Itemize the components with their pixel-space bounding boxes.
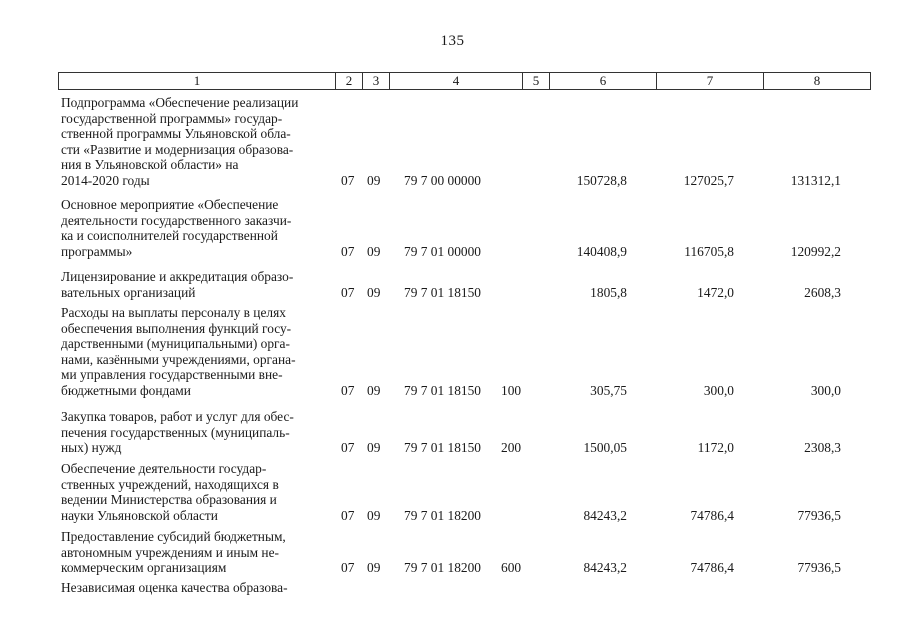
amount-col-6: 305,75 bbox=[590, 382, 627, 398]
amount-col-6: 140408,9 bbox=[576, 243, 627, 259]
header-col-7: 7 bbox=[657, 73, 764, 90]
description-line: Основное мероприятие «Обеспечение bbox=[61, 197, 279, 212]
row-description bbox=[61, 529, 332, 576]
description-line: ния в Ульяновской области» на bbox=[61, 157, 239, 172]
amount-col-7: 1172,0 bbox=[697, 440, 734, 455]
expense-type-code: 200 bbox=[501, 440, 522, 455]
subsection-code: 09 bbox=[367, 440, 381, 455]
expense-type-code: 600 bbox=[501, 560, 522, 575]
row-description bbox=[61, 269, 332, 300]
header-col-1: 1 bbox=[59, 73, 336, 90]
subsection-code: 09 bbox=[367, 172, 381, 188]
section-code: 07 bbox=[341, 507, 355, 523]
description-line: Расходы на выплаты персоналу в целях bbox=[61, 305, 286, 320]
subsection-code: 09 bbox=[367, 560, 381, 575]
page-number: 135 bbox=[440, 33, 465, 49]
description-line: государственной программы» государ- bbox=[61, 110, 283, 126]
amount-col-7: 116705,8 bbox=[684, 243, 734, 259]
description-line: автономным учреждениям и иным не- bbox=[61, 544, 279, 560]
description-line: печения государственных (муниципаль- bbox=[61, 424, 290, 440]
expense-type-code: 100 bbox=[501, 382, 522, 398]
description-line: программы» bbox=[61, 243, 133, 259]
target-article-code: 79 7 01 18200 bbox=[404, 560, 481, 575]
amount-col-6: 84243,2 bbox=[583, 560, 627, 575]
subsection-code: 09 bbox=[367, 243, 381, 259]
description-line: коммерческим организациям bbox=[61, 560, 227, 575]
section-code: 07 bbox=[341, 284, 355, 300]
header-col-6: 6 bbox=[550, 73, 657, 90]
header-col-8: 8 bbox=[764, 73, 871, 90]
amount-col-7: 300,0 bbox=[703, 382, 734, 398]
header-col-5: 5 bbox=[523, 73, 550, 90]
amount-col-8: 131312,1 bbox=[790, 172, 841, 188]
description-line: вательных организаций bbox=[61, 284, 196, 300]
description-line: ственных учреждений, находящихся в bbox=[61, 476, 279, 492]
row-description bbox=[61, 580, 332, 596]
section-code: 07 bbox=[341, 172, 355, 188]
row-description bbox=[61, 409, 332, 456]
target-article-code: 79 7 01 18150 bbox=[404, 382, 481, 398]
section-code: 07 bbox=[341, 560, 355, 575]
description-line: деятельности государственного заказчи- bbox=[61, 212, 292, 228]
description-line: 2014-2020 годы bbox=[61, 172, 150, 188]
description-line: Закупка товаров, работ и услуг для обес- bbox=[61, 409, 294, 424]
amount-col-6: 84243,2 bbox=[583, 507, 627, 523]
amount-col-7: 127025,7 bbox=[683, 172, 734, 188]
description-line: Лицензирование и аккредитация образо- bbox=[61, 269, 294, 284]
description-line: ведении Министерства образования и bbox=[61, 492, 277, 507]
subsection-code: 09 bbox=[367, 382, 381, 398]
section-code: 07 bbox=[341, 243, 355, 259]
header-col-2: 2 bbox=[336, 73, 363, 90]
description-line: дарственными (муниципальными) орга- bbox=[61, 336, 290, 351]
amount-col-6: 150728,8 bbox=[576, 172, 627, 188]
description-line: бюджетными фондами bbox=[61, 382, 191, 398]
description-line: обеспечения выполнения функций госу- bbox=[61, 320, 292, 336]
header-col-4: 4 bbox=[390, 73, 523, 90]
description-line: Предоставление субсидий бюджетным, bbox=[61, 529, 286, 544]
amount-col-7: 74786,4 bbox=[690, 560, 734, 575]
row-description bbox=[61, 197, 332, 259]
row-description bbox=[61, 305, 332, 398]
target-article-code: 79 7 00 00000 bbox=[404, 172, 481, 188]
description-line: сти «Развитие и модернизация образова- bbox=[61, 141, 294, 157]
target-article-code: 79 7 01 18200 bbox=[404, 507, 481, 523]
target-article-code: 79 7 01 18150 bbox=[404, 284, 481, 300]
target-article-code: 79 7 01 00000 bbox=[404, 243, 481, 259]
amount-col-6: 1805,8 bbox=[590, 284, 627, 300]
subsection-code: 09 bbox=[367, 284, 381, 300]
amount-col-7: 1472,0 bbox=[697, 284, 734, 300]
amount-col-7: 74786,4 bbox=[690, 507, 734, 523]
amount-col-8: 300,0 bbox=[810, 382, 841, 398]
row-description bbox=[61, 95, 332, 188]
description-line: ка и соисполнителей государственной bbox=[61, 228, 278, 243]
description-line: ми управления государственными вне- bbox=[61, 367, 283, 382]
amount-col-6: 1500,05 bbox=[583, 440, 627, 455]
amount-col-8: 2308,3 bbox=[804, 440, 841, 455]
amount-col-8: 120992,2 bbox=[790, 243, 841, 259]
subsection-code: 09 bbox=[367, 507, 381, 523]
row-description bbox=[61, 461, 332, 523]
amount-col-8: 77936,5 bbox=[797, 507, 841, 523]
description-line: ных) нужд bbox=[61, 440, 122, 455]
description-line: Подпрограмма «Обеспечение реализации bbox=[61, 95, 299, 110]
description-line: ственной программы Ульяновской обла- bbox=[61, 126, 291, 141]
target-article-code: 79 7 01 18150 bbox=[404, 440, 481, 455]
section-code: 07 bbox=[341, 440, 355, 455]
amount-col-8: 2608,3 bbox=[804, 284, 841, 300]
header-col-3: 3 bbox=[363, 73, 390, 90]
section-code: 07 bbox=[341, 382, 355, 398]
description-line: Независимая оценка качества образова- bbox=[61, 580, 288, 595]
description-line: Обеспечение деятельности государ- bbox=[61, 461, 267, 476]
description-line: науки Ульяновской области bbox=[61, 507, 218, 523]
amount-col-8: 77936,5 bbox=[797, 560, 841, 575]
description-line: нами, казёнными учреждениями, органа- bbox=[61, 351, 296, 367]
